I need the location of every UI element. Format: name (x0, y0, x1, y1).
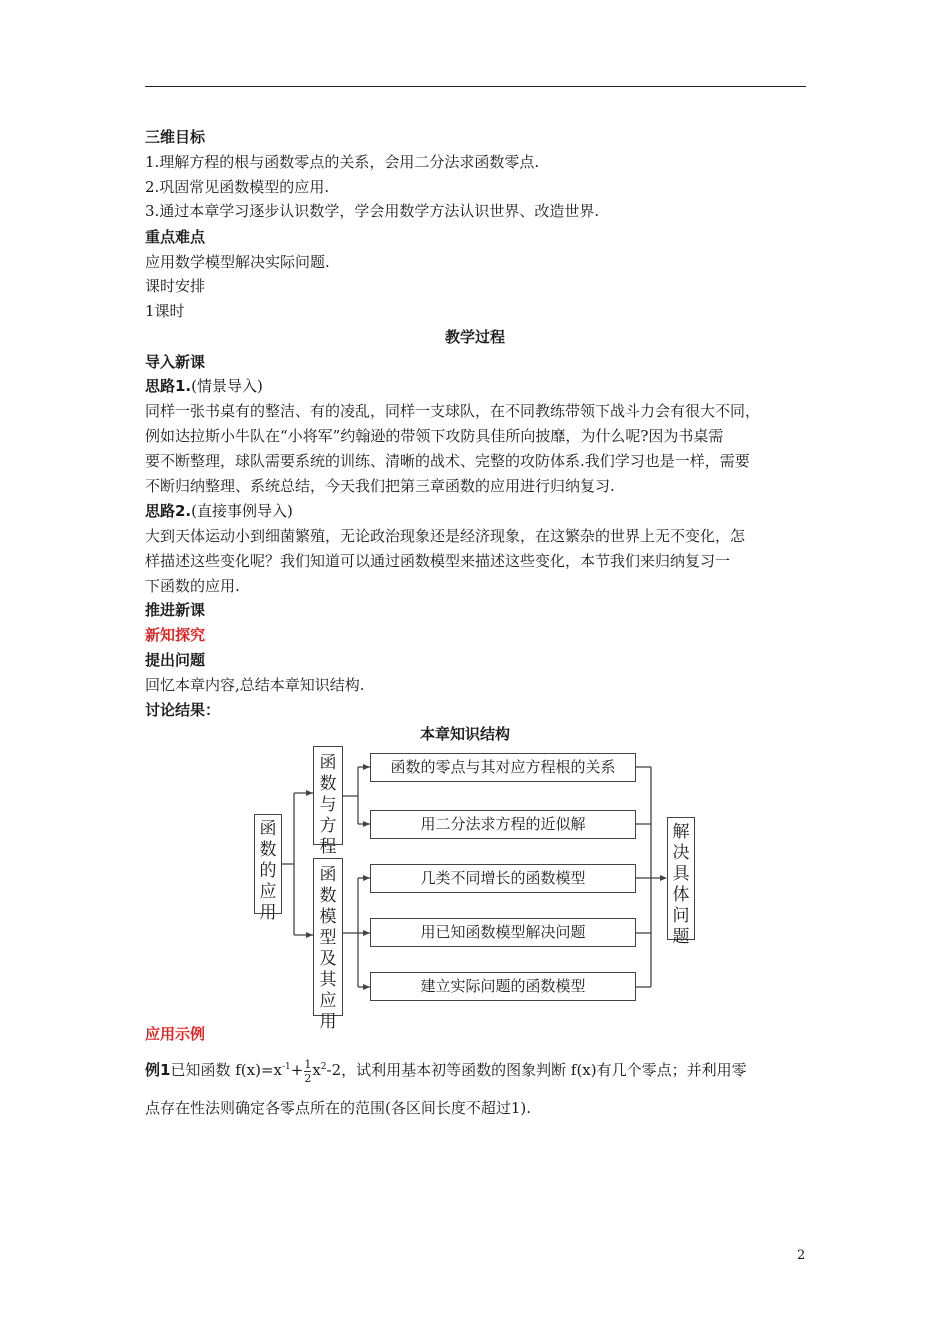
question-text: 回忆本章内容,总结本章知识结构. (145, 676, 365, 694)
idea1-text: 同样一张书桌有的整洁、有的凌乱，同样一支球队，在不同教练带领下战斗力会有很大不同， (145, 402, 761, 420)
root-box (254, 814, 282, 923)
objectives-heading: 三维目标 (145, 128, 206, 146)
examples-heading: 应用示例 (145, 1025, 206, 1043)
idea1-tag: (情景导入) (191, 377, 263, 395)
question-heading: 提出问题 (145, 651, 206, 669)
example1-exp1: -1 (281, 1062, 291, 1072)
diagram-item: 用二分法求方程的近似解 (370, 810, 636, 839)
idea1-text: 不断归纳整理、系统总结，今天我们把第三章函数的应用进行归纳复习. (145, 477, 615, 495)
diagram-item: 用已知函数模型解决问题 (370, 918, 636, 947)
group1-label: 函数与方程 (319, 753, 337, 857)
example1-line2: 点存在性法则确定各零点所在的范围(各区间长度不超过1). (145, 1099, 532, 1117)
objective-item: 2.巩固常见函数模型的应用. (145, 178, 330, 196)
example1-line1 (145, 1052, 747, 1085)
explore-heading: 新知探究 (145, 626, 206, 644)
discussion-heading: 讨论结果： (145, 701, 221, 719)
diagram-item: 建立实际问题的函数模型 (370, 972, 636, 1001)
target-label: 解决具体问题 (672, 822, 690, 947)
group2-label: 函数模型及其应用 (319, 865, 337, 1032)
intro-heading: 导入新课 (145, 353, 206, 371)
example1-label: 例1 (145, 1061, 171, 1079)
difficulty-text: 应用数学模型解决实际问题. (145, 253, 330, 271)
diagram-item: 几类不同增长的函数模型 (370, 864, 636, 893)
objective-item: 3.通过本章学习逐步认识数学，学会用数学方法认识世界、改造世界. (145, 202, 600, 220)
schedule-text: 1课时 (145, 302, 185, 320)
idea2-text: 下函数的应用. (145, 577, 240, 595)
example1-text-b: x (312, 1061, 321, 1079)
schedule-heading: 课时安排 (145, 277, 206, 295)
fraction-numerator: 1 (304, 1057, 312, 1071)
idea2-text: 大到天体运动小到细菌繁殖，无论政治现象还是经济现象，在这繁杂的世界上无不变化，怎 (145, 527, 746, 545)
idea1-text: 例如达拉斯小牛队在“小将军”约翰逊的带领下攻防具佳所向披靡，为什么呢?因为书桌需 (145, 427, 724, 445)
example1-plus: + (290, 1061, 304, 1079)
idea2-tag: (直接事例导入) (191, 502, 293, 520)
example1-text-a: 已知函数 f(x)=x (170, 1061, 282, 1079)
example1-exp2: 2 (320, 1062, 327, 1072)
objective-item: 1.理解方程的根与函数零点的关系，会用二分法求函数零点. (145, 153, 540, 171)
group1-box (313, 746, 343, 857)
example1-text-c: -2，试利用基本初等函数的图象判断 f(x)有几个零点；并利用零 (326, 1061, 747, 1079)
diagram-item: 函数的零点与其对应方程根的关系 (370, 753, 636, 782)
group2-box (313, 858, 343, 1032)
idea2-label: 思路2. (145, 502, 192, 520)
advance-heading: 推进新课 (145, 601, 206, 619)
fraction-denominator: 2 (304, 1071, 312, 1085)
page-number: 2 (797, 1248, 806, 1263)
diagram-title: 本章知识结构 (420, 725, 511, 743)
difficulty-heading: 重点难点 (145, 228, 206, 246)
root-label: 函数的应用 (259, 819, 277, 923)
process-title: 教学过程 (444, 328, 505, 346)
idea2-text: 样描述这些变化呢？我们知道可以通过函数模型来描述这些变化，本节我们来归纳复习一 (145, 552, 731, 570)
target-box (667, 817, 695, 947)
idea1-text: 要不断整理，球队需要系统的训练、清晰的战术、完整的攻防体系.我们学习也是一样，需要 (145, 452, 750, 470)
example1-fraction (304, 1058, 311, 1085)
idea1-label: 思路1. (145, 377, 192, 395)
